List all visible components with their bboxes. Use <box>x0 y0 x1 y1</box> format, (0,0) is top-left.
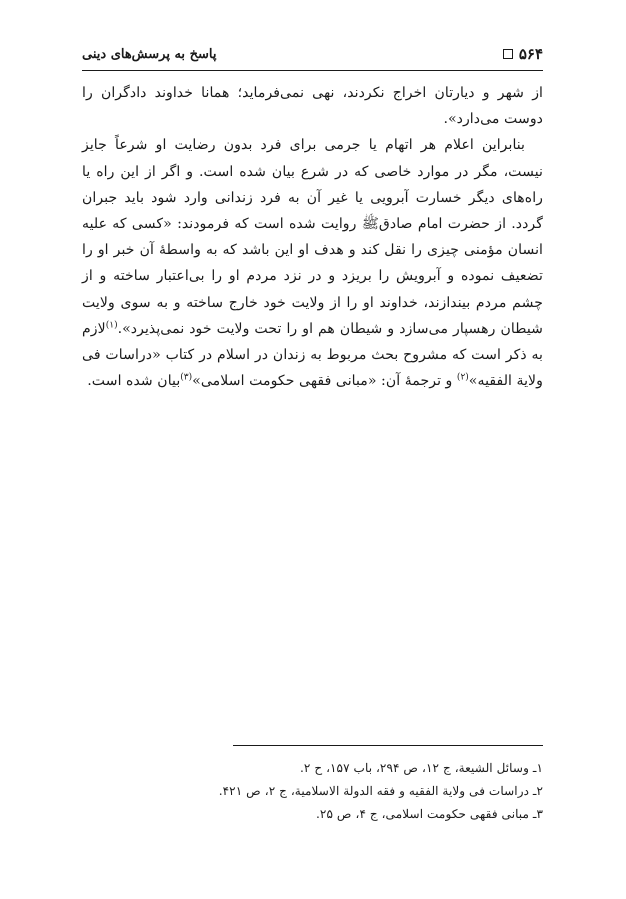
running-title: پاسخ به پرسش‌های دینی <box>82 46 217 62</box>
footnote-ref-1: (۱) <box>105 320 118 331</box>
footnote-3: ۳ـ مبانی فقهی حکومت اسلامی، ج ۴، ص ۲۵. <box>316 807 543 821</box>
footnote-1: ۱ـ وسائل الشیعة، ج ۱۲، ص ۲۹۴، باب ۱۵۷، ح ۲. <box>300 761 543 775</box>
footnote-2: ۲ـ دراسات فی ولایة الفقیه و فقه الدولة الاسلامیة، ج ۲، ص ۴۲۱. <box>218 784 543 798</box>
page-header <box>82 41 543 67</box>
paragraph-2-part-c: لازم به ذکر است که مشروح بحث مربوط به زندان در اسلام در کتاب «دراسات فی ولایة الفقیه» <box>82 320 543 390</box>
square-bullet-icon <box>503 49 513 59</box>
body-text <box>82 80 543 394</box>
page-number-text: ۵۶۴ <box>518 45 543 63</box>
header-divider <box>82 70 543 71</box>
footnotes <box>82 757 543 826</box>
footnote-divider <box>233 745 543 746</box>
honorific-glyph: ﷺ <box>361 216 379 233</box>
paragraph-2-part-e: بیان شده است. <box>87 373 181 390</box>
footnote-ref-2: (۲) <box>456 372 469 383</box>
paragraph-2-part-d: و ترجمهٔ آن: «مبانی فقهی حکومت اسلامی» <box>192 373 457 390</box>
paragraph-2-part-b: روایت شده است که فرمودند: «کسی که علیه انسان مؤمنی چیزی را نقل کند و هدف او این باشد که به واسطهٔ آن خبر او را تضعیف نموده و آبرویش را بریزد و در نزد مردم او را بی‌اعتبار ساخته و از چشم مردم بیندازند، خداوند او را از ولایت خود خارج ساخته و به سوی ولایت شیطان رهسپار می‌سازد و شیطان هم او را تحت ولایت خود نمی‌پذیرد». <box>82 216 543 337</box>
paragraph-2-part-a: بنابراین اعلام هر اتهام یا جرمی برای فرد بدون رضایت او شرعاً جایز نیست، مگر در موارد خاصی که در شرع بیان شده است. و اگر از این راه یا راه‌های دیگر خسارت آبرویی یا غیر آن به فرد زندانی وارد شود باید جبران گردد. از حضرت امام صادق <box>82 137 543 233</box>
page-number <box>503 45 543 63</box>
footnote-ref-3: (۳) <box>180 372 193 383</box>
paragraph-2 <box>82 132 543 394</box>
paragraph-1: از شهر و دیارتان اخراج نکردند، نهی نمی‌فرماید؛ همانا خداوند دادگران را دوست می‌دارد». <box>82 85 543 128</box>
